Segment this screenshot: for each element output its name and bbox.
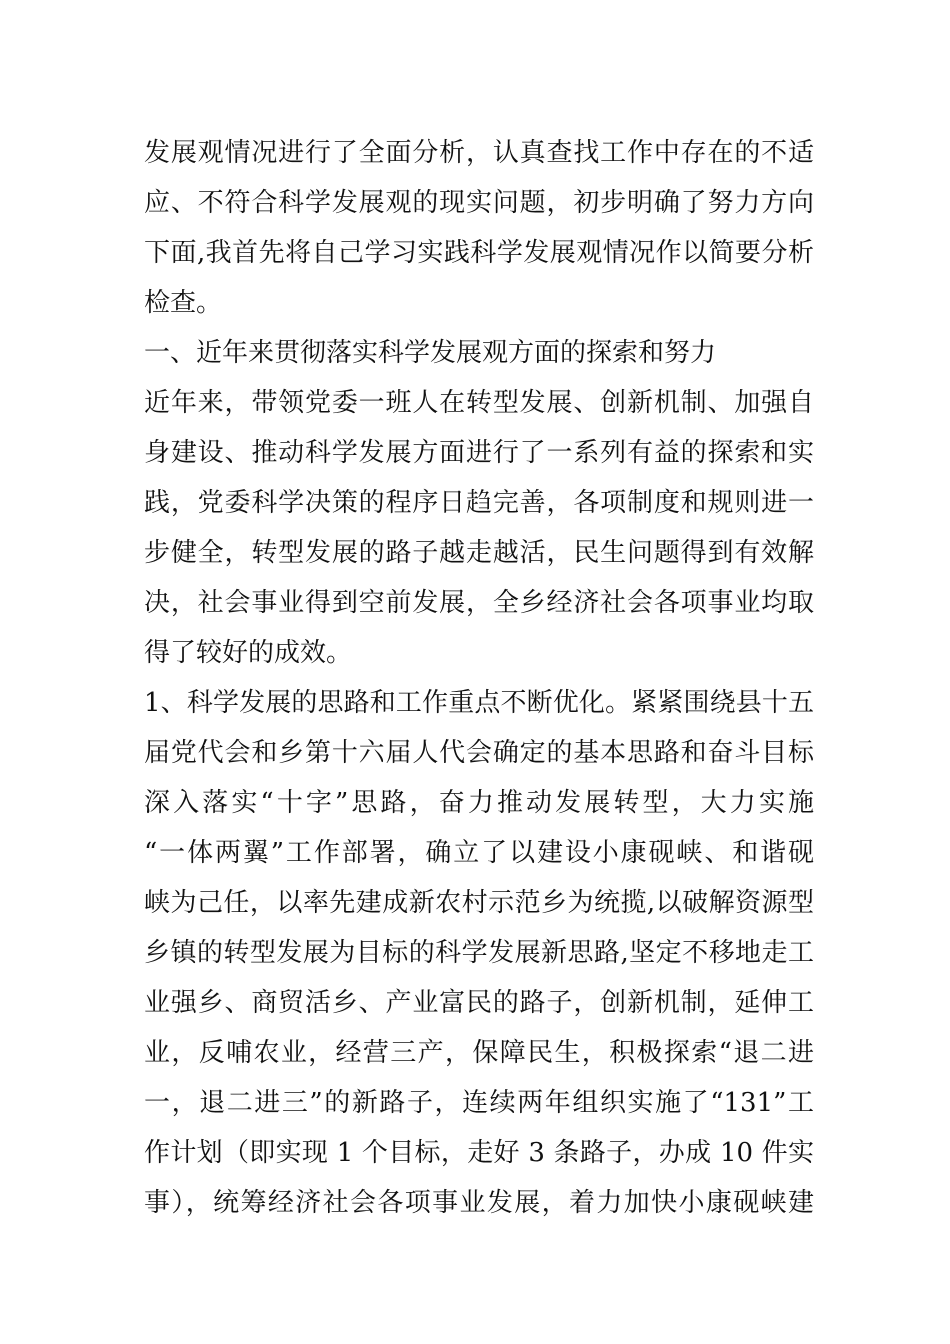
text-line: 深入落实“十字”思路，奋力推动发展转型，大力实施 <box>144 788 814 818</box>
text-line: 业，反哺农业，经营三产，保障民生，积极探索“退二进 <box>144 1038 814 1068</box>
text-line: 峡为己任，以率先建成新农村示范乡为统揽,以破解资源型 <box>144 888 814 918</box>
text-line: 乡镇的转型发展为目标的科学发展新思路,坚定不移地走工 <box>144 938 814 968</box>
text-line: 下面,我首先将自己学习实践科学发展观情况作以简要分析 <box>144 238 814 268</box>
text-line: 作计划（即实现 1 个目标，走好 3 条路子，办成 10 件实 <box>144 1138 814 1168</box>
text-line: 身建设、推动科学发展方面进行了一系列有益的探索和实 <box>144 438 814 468</box>
text-line: 近年来，带领党委一班人在转型发展、创新机制、加强自 <box>144 388 814 418</box>
text-line: 检查。 <box>144 288 223 318</box>
text-line: 发展观情况进行了全面分析，认真查找工作中存在的不适 <box>144 138 814 168</box>
text-line: 应、不符合科学发展观的现实问题，初步明确了努力方向 <box>144 188 814 218</box>
text-line: 践，党委科学决策的程序日趋完善，各项制度和规则进一 <box>144 488 814 518</box>
text-line: 一，退二进三”的新路子，连续两年组织实施了“131”工 <box>144 1088 814 1118</box>
text-line: 决，社会事业得到空前发展，全乡经济社会各项事业均取 <box>144 588 814 618</box>
text-line: 业强乡、商贸活乡、产业富民的路子，创新机制，延伸工 <box>144 988 814 1018</box>
section-heading: 一、近年来贯彻落实科学发展观方面的探索和努力 <box>144 338 717 368</box>
text-line: 得了较好的成效。 <box>144 638 353 668</box>
text-line: 届党代会和乡第十六届人代会确定的基本思路和奋斗目标 <box>144 738 814 768</box>
text-line: 步健全，转型发展的路子越走越活，民生问题得到有效解 <box>144 538 814 568</box>
text-line: 事），统筹经济社会各项事业发展，着力加快小康砚峡建 <box>144 1188 814 1218</box>
text-line: “一体两翼”工作部署，确立了以建设小康砚峡、和谐砚 <box>144 838 814 868</box>
text-line: 1、科学发展的思路和工作重点不断优化。紧紧围绕县十五 <box>144 688 814 718</box>
